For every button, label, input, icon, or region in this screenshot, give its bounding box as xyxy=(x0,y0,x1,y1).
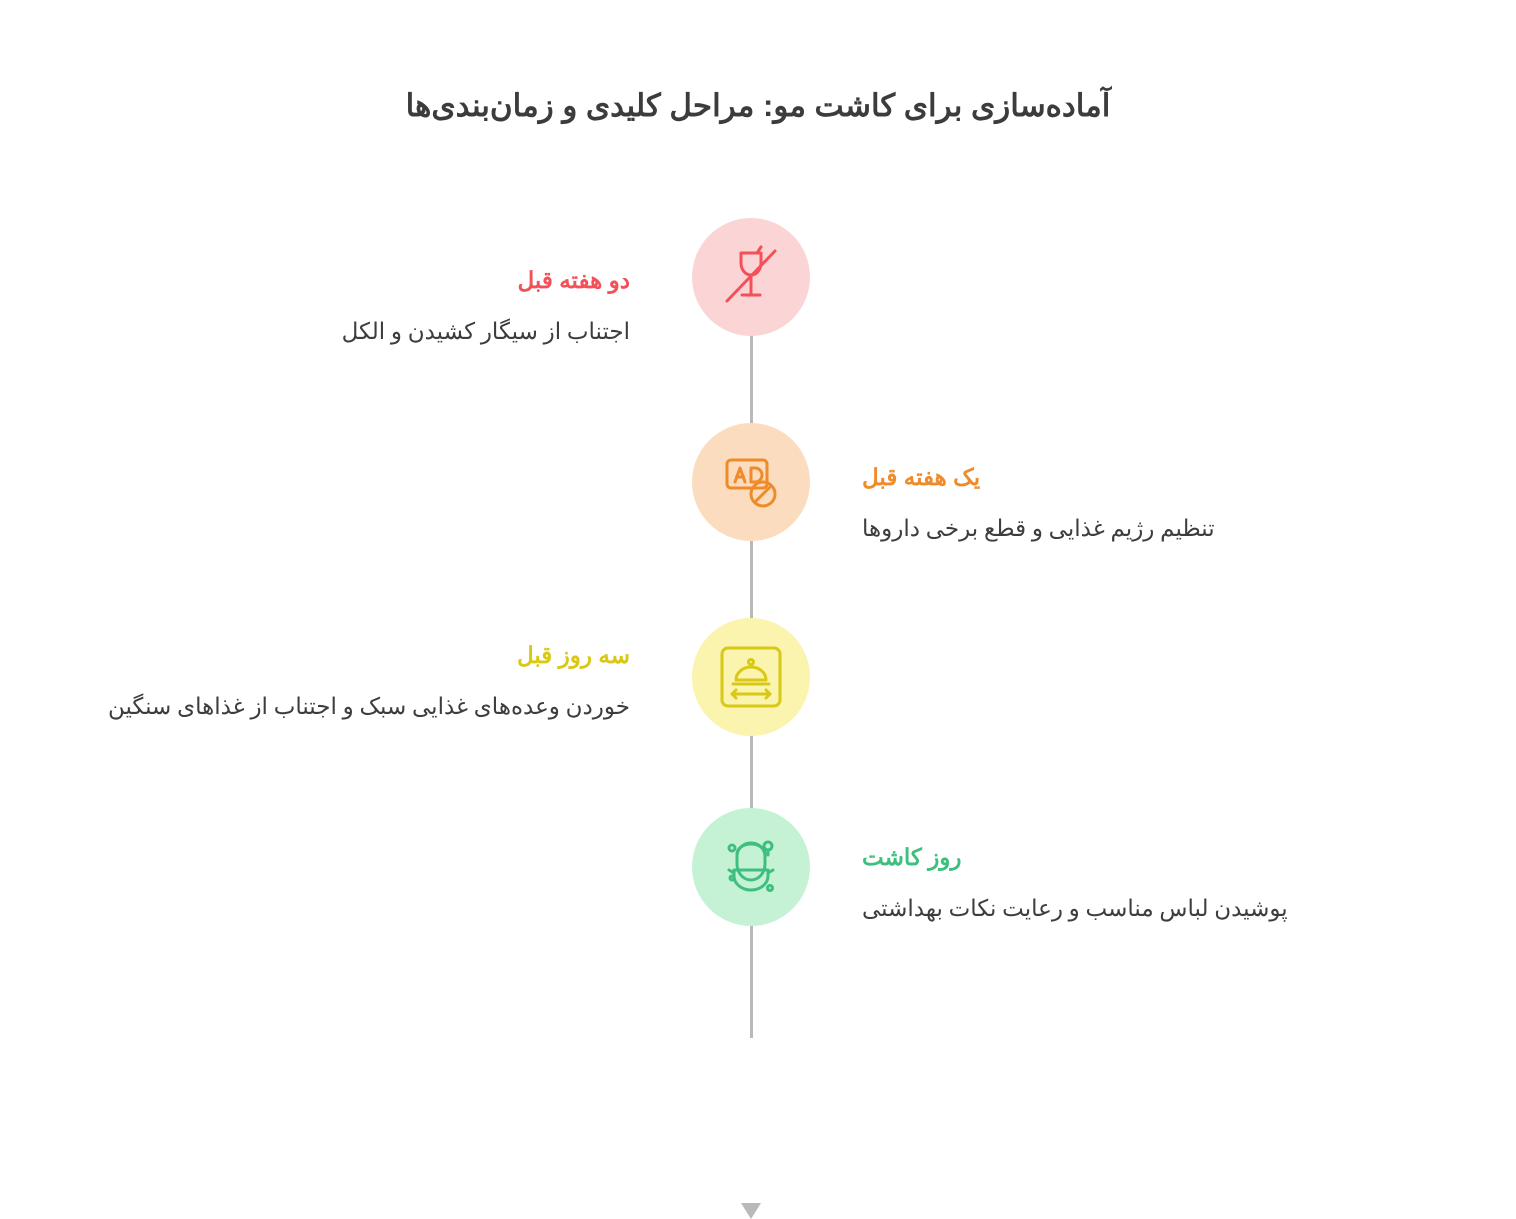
step-1-label: دو هفته قبل xyxy=(517,267,630,293)
page-title: آماده‌سازی برای کاشت مو: مراحل کلیدی و زمان‌بندی‌ها xyxy=(405,88,1111,123)
step-2-label: یک هفته قبل xyxy=(862,464,981,490)
timeline-node-1[interactable] xyxy=(692,218,810,336)
step-3-description: خوردن وعده‌های غذایی سبک و اجتناب از غذاهای سنگین xyxy=(107,693,630,719)
timeline-node-2[interactable] xyxy=(692,423,810,541)
no-medication-ad-icon xyxy=(711,442,791,522)
timeline-diagram xyxy=(0,218,1516,1048)
step-4-description: پوشیدن لباس مناسب و رعایت نکات بهداشتی xyxy=(862,895,1288,921)
step-2-description: تنظیم رژیم غذایی و قطع برخی داروها xyxy=(862,515,1215,541)
timeline-step-1-text xyxy=(160,266,630,350)
timeline-step-2-text xyxy=(862,463,1332,547)
timeline-arrow-head xyxy=(741,1203,761,1219)
step-1-description: اجتناب از سیگار کشیدن و الکل xyxy=(341,318,630,344)
patient-face-mask-icon xyxy=(710,826,792,908)
timeline-step-3-text xyxy=(0,641,630,725)
timeline-node-4[interactable] xyxy=(692,808,810,926)
step-4-label: روز کاشت xyxy=(862,844,962,870)
no-alcohol-icon xyxy=(711,237,791,317)
timeline-node-3[interactable] xyxy=(692,618,810,736)
timeline-step-4-text xyxy=(862,843,1332,927)
step-3-label: سه روز قبل xyxy=(516,642,630,668)
light-meal-tray-icon xyxy=(710,636,792,718)
